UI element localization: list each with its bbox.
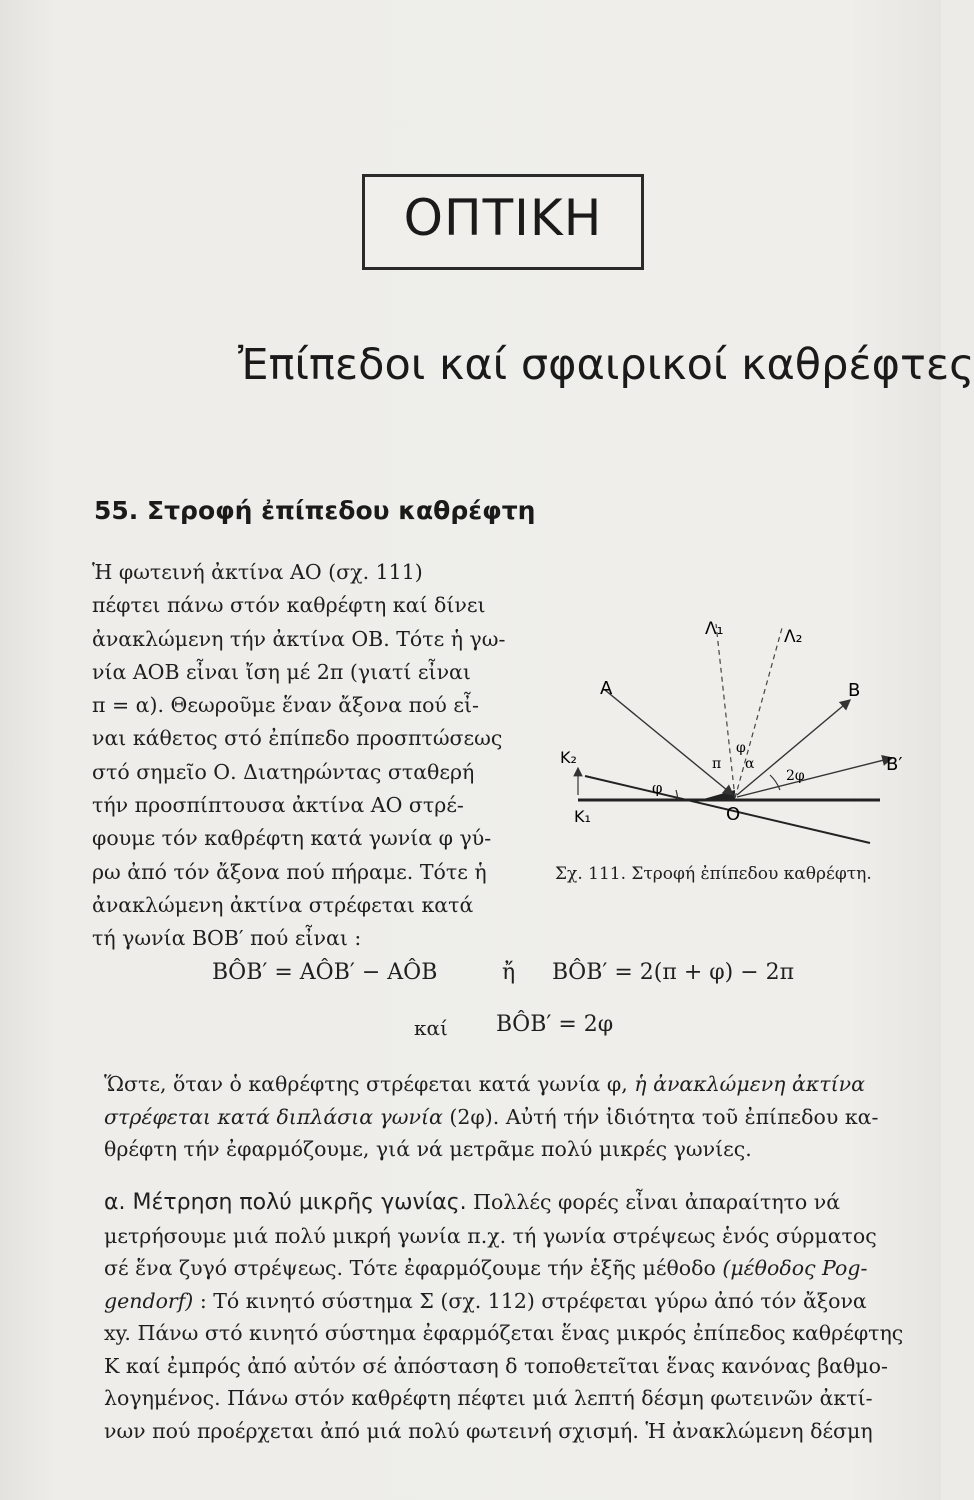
text-line xyxy=(104,1068,924,1101)
text-line: ἀνακλώμενη ἀκτίνα στρέφεται κατά xyxy=(92,892,474,917)
reflected-ray-bp xyxy=(737,758,892,797)
text-line: λογημένος. Πάνω στόν καθρέφτη πέφτει μιά λεπτή δέσμη φωτεινῶν ἀκτί- xyxy=(104,1386,873,1410)
normal-l2 xyxy=(735,628,782,798)
text-run: σέ ἕνα ζυγό στρέψεως. Τότε ἐφαρμόζουμε τήν ἑξῆς μέθοδο xyxy=(104,1256,723,1280)
text-line: ρω ἀπό τόν ἄξονα πού πήραμε. Τότε ἡ xyxy=(92,859,487,884)
paragraph-1 xyxy=(104,1068,924,1166)
text-line: φουμε τόν καθρέφτη κατά γωνία φ γύ- xyxy=(92,826,492,851)
incident-ray xyxy=(605,690,733,795)
header-frame xyxy=(362,174,644,270)
equation-2: ΒÔΒ′ = 2(π + φ) − 2π xyxy=(552,960,795,985)
italic-run: στρέφεται κατά διπλάσια γωνία xyxy=(104,1104,443,1129)
text-line xyxy=(104,1101,924,1134)
equation-1: ΒÔΒ′ = ΑÔΒ′ − ΑÔΒ xyxy=(212,960,438,985)
label-a: Α xyxy=(600,678,613,699)
text-run: Ὥστε, ὅταν ὁ καθρέφτης στρέφεται κατά γωνία φ, xyxy=(104,1072,635,1096)
text-line: Κ καί ἐμπρός ἀπό αὐτόν σέ ἀπόσταση δ τοποθετεῖται ἕνας κανόνας βαθμο- xyxy=(104,1353,888,1378)
label-o: Ο xyxy=(726,804,741,825)
text-line: μετρήσουμε μιά πολύ μικρή γωνία π.χ. τή γωνία στρέψεως ἑνός σύρματος xyxy=(104,1223,877,1248)
equation-or: ἤ xyxy=(502,960,516,985)
header-title: ΟΠΤΙΚΗ xyxy=(403,189,603,247)
figure-caption: Σχ. 111. Στροφή ἐπίπεδου καθρέφτη. xyxy=(555,864,872,884)
italic-run: (μέθοδος Pog- xyxy=(722,1256,868,1280)
label-bp: Β′ xyxy=(886,754,903,775)
section-number: 55. xyxy=(94,496,139,525)
text-line: ἀνακλώμενη τήν ἀκτίνα ΟΒ. Τότε ἡ γω- xyxy=(92,626,506,651)
equation-and: καί xyxy=(414,1016,448,1040)
italic-run: ἡ ἀνακλώμενη ἀκτίνα xyxy=(634,1072,865,1096)
label-l1: Λ₁ xyxy=(705,619,724,639)
text-column xyxy=(92,556,522,956)
text-line xyxy=(104,1252,924,1285)
text-line: τήν προσπίπτουσα ἀκτίνα ΑΟ στρέ- xyxy=(92,793,464,818)
text-line xyxy=(104,1285,924,1318)
label-k2: Κ₂ xyxy=(560,748,577,767)
text-line: Ἡ φωτεινή ἀκτίνα ΑΟ (σχ. 111) xyxy=(92,560,423,584)
chapter-title: Ἐπίπεδοι καί σφαιρικοί καθρέφτες xyxy=(238,340,974,390)
text-line: θρέφτη τήν ἐφαρμόζουμε, γιά νά μετρᾶμε πολύ μικρές γωνίες. xyxy=(104,1137,752,1161)
label-b: Β xyxy=(848,680,861,701)
label-phi-top: φ xyxy=(736,740,746,756)
label-twophi: 2φ xyxy=(786,768,805,784)
equation-3: ΒÔΒ′ = 2φ xyxy=(496,1012,614,1037)
text-line xyxy=(104,1186,924,1220)
text-run: (2φ). Αὐτή τήν ἰδιότητα τοῦ ἐπίπεδου κα- xyxy=(442,1104,879,1129)
text-line: τή γωνία ΒΟΒ′ πού εἶναι : xyxy=(92,926,362,951)
subsection-heading: α. Μέτρηση πολύ μικρῆς γωνίας. xyxy=(104,1190,467,1215)
text-line: πέφτει πάνω στόν καθρέφτη καί δίνει xyxy=(92,593,486,618)
label-alpha: α xyxy=(745,756,755,772)
label-k1: Κ₁ xyxy=(574,807,591,826)
text-line: στό σημεῖο Ο. Διατηρώντας σταθερή xyxy=(92,759,475,784)
text-run: Πολλές φορές εἶναι ἀπαραίτητο νά xyxy=(466,1190,841,1214)
paragraph-2 xyxy=(104,1186,924,1447)
text-line: π = α). Θεωροῦμε ἕναν ἄξονα πού εἶ- xyxy=(92,693,479,718)
mirror-rotation-figure xyxy=(560,600,903,860)
label-phi: φ xyxy=(652,779,663,797)
text-run: : Τό κινητό σύστημα Σ (σχ. 112) στρέφεται γύρω ἀπό τόν ἄξονα xyxy=(193,1288,867,1313)
text-line: xy. Πάνω στό κινητό σύστημα ἐφαρμόζεται ἕνας μικρός ἐπίπεδος καθρέφτης xyxy=(104,1321,904,1345)
text-line: νων πού προέρχεται ἀπό μιά πολύ φωτεινή σχισμή. Ἡ ἀνακλώμενη δέσμη xyxy=(104,1418,873,1443)
section-title: Στροφή ἐπίπεδου καθρέφτη xyxy=(147,496,536,525)
text-line: νία ΑΟΒ εἶναι ἴση μέ 2π (γιατί εἶναι xyxy=(92,659,471,684)
text-line: ναι κάθετος στό ἐπίπεδο προσπτώσεως xyxy=(92,726,503,751)
section-heading xyxy=(94,496,535,525)
italic-run: gendorf) xyxy=(104,1288,194,1313)
label-pi: π xyxy=(712,756,722,772)
label-l2: Λ₂ xyxy=(784,627,803,647)
